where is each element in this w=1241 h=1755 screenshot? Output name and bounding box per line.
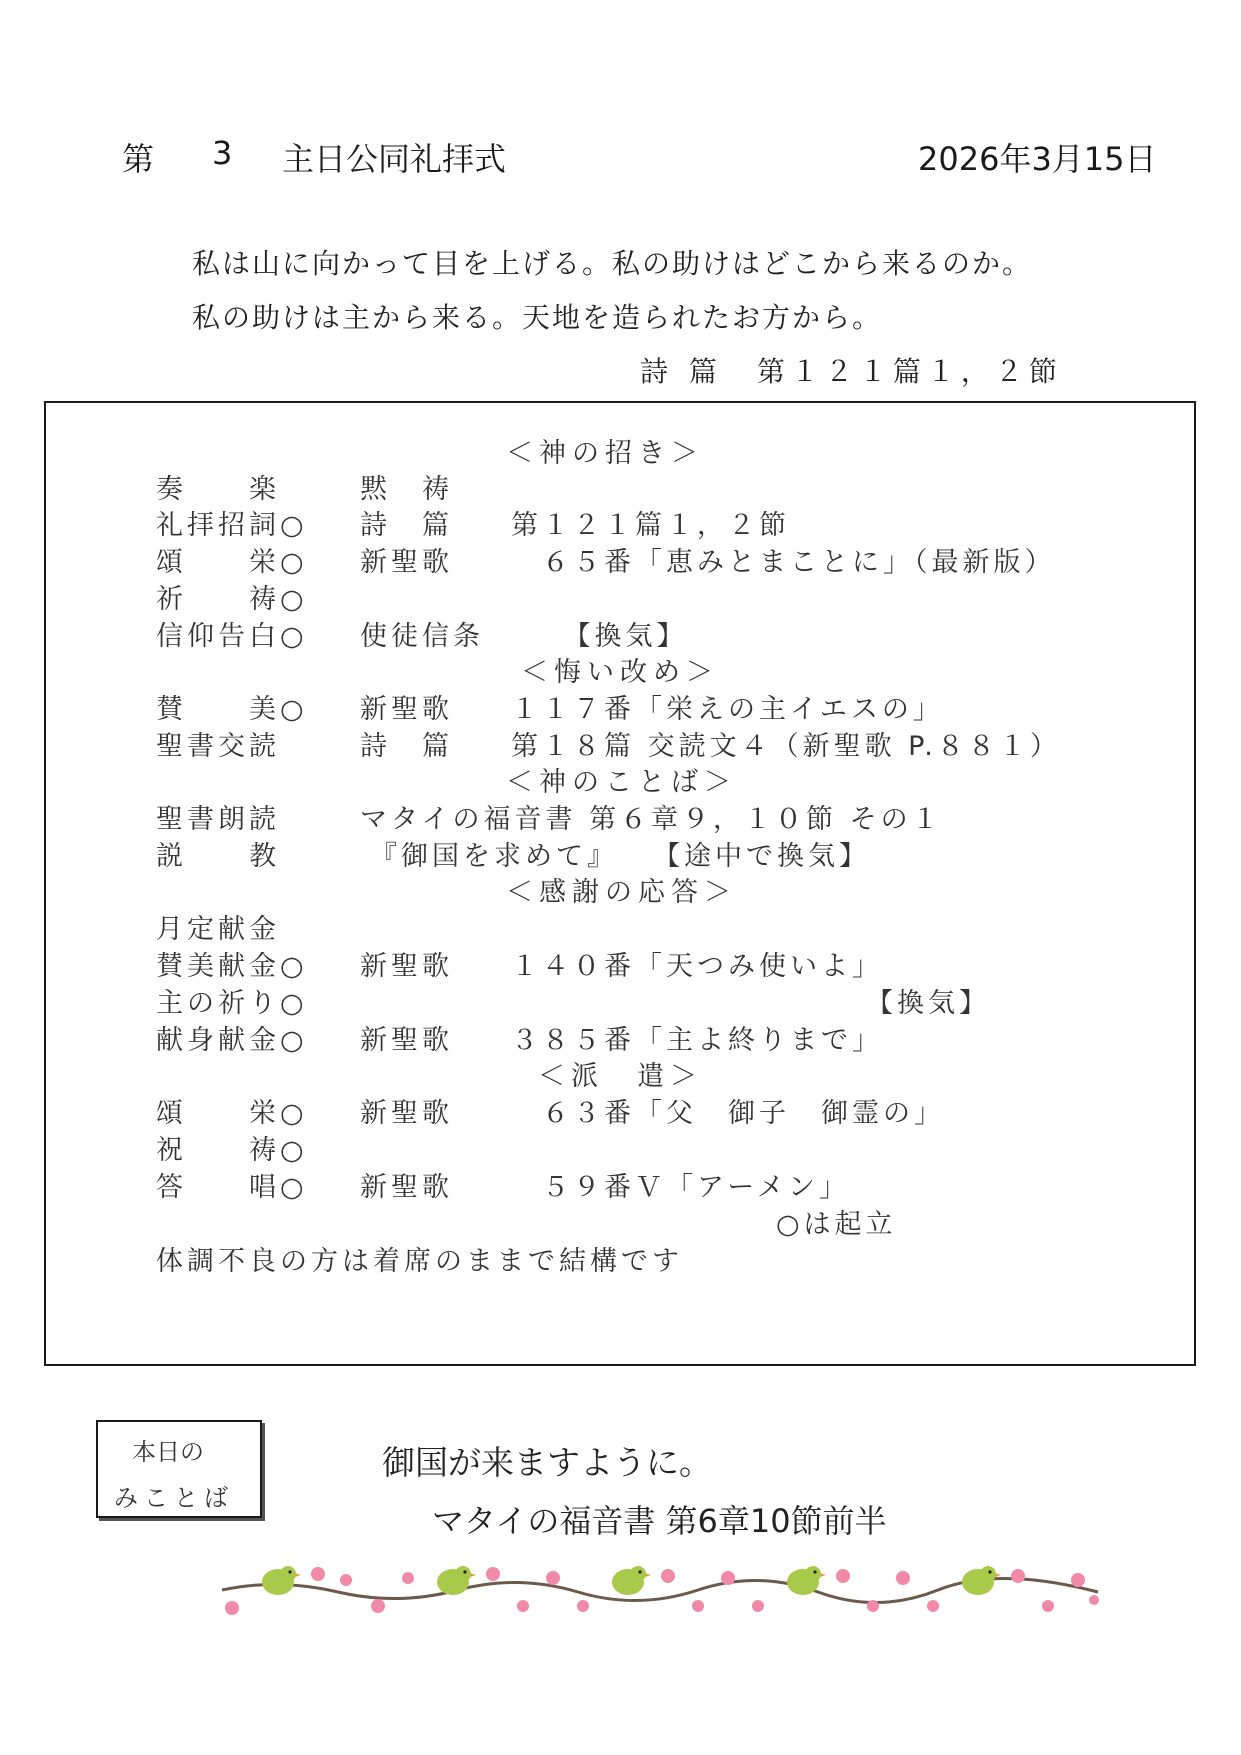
todays-word-label-line-2: みことば — [114, 1484, 234, 1512]
order-reference: １４０番「天つみ使いよ」 — [511, 951, 883, 982]
todays-word-text: 御国が来ますように。 — [382, 1443, 712, 1482]
order-reference: 【換気】 — [866, 988, 990, 1019]
order-reference: 第１８篇 交読文４（新聖歌 P.８８１） — [511, 731, 1061, 762]
bird-blossom-divider — [218, 1550, 1102, 1622]
order-detail: 新聖歌 — [360, 694, 453, 725]
opening-verse-reference: 詩 篇 第１２１篇１，２節 — [640, 355, 1063, 388]
order-item: 答 唱○ — [156, 1172, 308, 1203]
order-detail: 新聖歌 — [360, 1098, 453, 1129]
order-item: 賛 美○ — [156, 694, 308, 725]
order-detail: 詩 篇 — [360, 731, 453, 762]
bird-icon — [612, 1566, 651, 1595]
order-reference: ３８５番「主よ終りまで」 — [511, 1025, 883, 1056]
order-item: 献身献金○ — [156, 1025, 308, 1056]
order-detail: 黙 祷 — [360, 474, 453, 505]
health-note: 体調不良の方は着席のままで結構です — [156, 1246, 683, 1277]
order-item: 聖書朗読 — [156, 804, 280, 835]
service-date: 2026年3月15日 — [918, 140, 1157, 178]
header-number-prefix: 第 — [122, 140, 155, 178]
bird-icon — [962, 1566, 1001, 1595]
order-row — [46, 614, 1194, 650]
order-item: 頌 栄○ — [156, 547, 308, 578]
order-of-service-box — [44, 401, 1196, 1366]
order-row — [46, 1018, 1194, 1054]
order-item: 奏 楽 — [156, 474, 280, 505]
order-row — [46, 797, 1194, 833]
bird-icon — [787, 1566, 826, 1595]
bird-icon — [262, 1566, 301, 1595]
bird-icon — [437, 1566, 476, 1595]
order-item: 祈 祷○ — [156, 584, 308, 615]
order-row — [46, 1091, 1194, 1127]
order-item: 賛美献金○ — [156, 951, 308, 982]
section-heading-repentance: ＜悔い改め＞ — [521, 657, 719, 688]
order-row — [46, 834, 1194, 870]
opening-verse-line-2: 私の助けは主から来る。天地を造られたお方から。 — [192, 301, 883, 334]
order-row — [46, 577, 1194, 613]
section-heading-call: ＜神の招き＞ — [506, 438, 704, 469]
order-row — [46, 687, 1194, 723]
order-detail: 新聖歌 — [360, 1172, 453, 1203]
order-detail: 新聖歌 — [360, 547, 453, 578]
section-heading-sending: ＜派 遣＞ — [538, 1061, 703, 1092]
order-item: 聖書交読 — [156, 731, 280, 762]
order-item: 祝 祷○ — [156, 1135, 308, 1166]
order-detail: 詩 篇 — [360, 510, 453, 541]
order-reference: ６３番「父 御子 御霊の」 — [511, 1098, 945, 1129]
header-number: 3 — [212, 134, 233, 172]
order-item: 礼拝招詞○ — [156, 510, 308, 541]
todays-word-label-line-1: 本日の — [132, 1438, 204, 1466]
section-heading-response: ＜感謝の応答＞ — [506, 877, 737, 908]
order-item: 信仰告白○ — [156, 621, 308, 652]
order-row — [46, 944, 1194, 980]
section-heading-word: ＜神のことば＞ — [506, 767, 737, 798]
order-reference: １１７番「栄えの主イエスの」 — [511, 694, 944, 725]
todays-word-reference: マタイの福音書 第6章10節前半 — [432, 1502, 887, 1540]
order-reference: 【換気】 — [546, 621, 688, 652]
order-reference: ６５番「恵みとまことに」（最新版） — [511, 547, 1056, 578]
opening-verse-line-1: 私は山に向かって目を上げる。私の助けはどこから来るのか。 — [192, 247, 1033, 280]
order-detail: マタイの福音書 第６章９，１０節 その１ — [360, 804, 943, 835]
order-row — [46, 981, 1194, 1017]
order-row — [46, 724, 1194, 760]
order-row — [46, 503, 1194, 539]
order-item: 頌 栄○ — [156, 1098, 308, 1129]
order-reference: ５９番Ｖ「アーメン」 — [511, 1172, 850, 1203]
order-detail: 新聖歌 — [360, 951, 453, 982]
page-title: 主日公同礼拝式 — [282, 140, 507, 178]
order-row — [46, 1165, 1194, 1201]
order-item: 月定献金 — [156, 914, 280, 945]
standing-note-row — [46, 1202, 1194, 1238]
order-detail: 使徒信条 — [360, 621, 484, 652]
order-detail: 新聖歌 — [360, 1025, 453, 1056]
order-detail: 『御国を求めて』 【途中で換気】 — [370, 841, 870, 872]
order-reference: 第１２１篇１，２節 — [511, 510, 790, 541]
todays-word-label-box — [96, 1420, 262, 1518]
order-row — [46, 467, 1194, 503]
order-row — [46, 907, 1194, 943]
standing-note: ○は起立 — [776, 1209, 897, 1240]
order-row — [46, 1128, 1194, 1164]
order-item: 説 教 — [156, 841, 280, 872]
order-row — [46, 540, 1194, 576]
health-note-row — [46, 1239, 1194, 1275]
order-item: 主の祈り○ — [156, 988, 308, 1019]
